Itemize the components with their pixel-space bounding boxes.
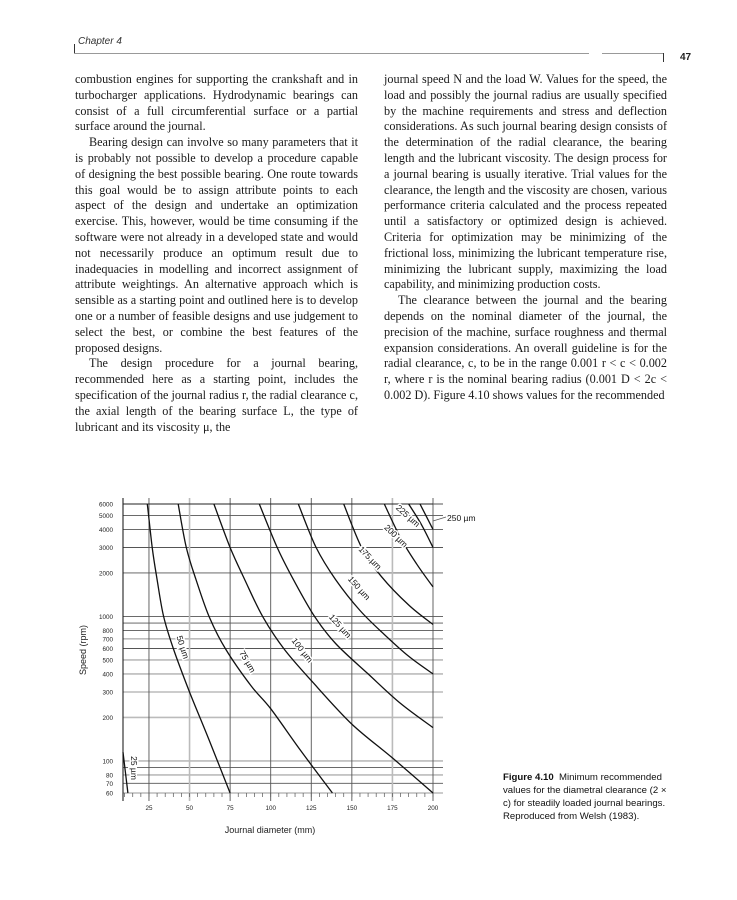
curve-label: 150 µm [345, 574, 373, 602]
x-tick-label: 75 [226, 805, 234, 812]
chart-grid [123, 498, 443, 801]
figure-caption-label: Figure 4.10 [503, 772, 554, 783]
y-tick-label: 4000 [98, 526, 113, 534]
x-tick-label: 150 [346, 805, 358, 812]
header-rule [74, 53, 589, 54]
paragraph: combustion engines for supporting the crankshaft and in turbocharger applications. Hydrodynamic bearings can consist of a full circumferential surface or a partial surface around the journal. [75, 72, 358, 134]
curve-label: 125 µm [326, 612, 354, 640]
x-tick-label: 200 [427, 805, 439, 812]
y-tick-label: 2000 [98, 570, 113, 578]
x-tick-label: 125 [306, 805, 317, 812]
y-tick-label: 1000 [98, 613, 113, 621]
y-tick-label: 300 [102, 689, 113, 697]
y-tick-label: 700 [102, 636, 113, 644]
y-tick-label: 6000 [98, 501, 113, 509]
y-tick-label: 3000 [98, 544, 113, 552]
header-rule-left-tick [74, 44, 75, 53]
left-text-column [75, 72, 358, 435]
y-tick-label: 80 [105, 772, 113, 780]
x-tick-label: 100 [265, 805, 276, 812]
curve-label: 200 µm [382, 522, 410, 550]
curve-label: 100 µm [289, 635, 316, 665]
y-tick-label: 400 [102, 671, 113, 679]
paragraph: journal speed N and the load W. Values for the speed, the load and possibly the journal radius are usually specified by the machine requirements and stress and deflection considerations. As such journal bearing design consists of the determination of the radial clearance, the bearing length and the lubricant viscosity. The design process for a journal bearing is usually iterative. Trial values for the clearance, the length and the viscosity are chosen, various performance criteria calculated and the process repeated until a satisfactory or optimized design is achieved. Criteria for optimization may be minimizing of the frictional loss, minimizing the lubricant temperature rise, minimizing the lubricant supply, maximizing the load capability, and minimizing production costs. [384, 72, 667, 292]
leader-line-250 [433, 517, 446, 521]
y-tick-label: 100 [102, 758, 113, 766]
curve-125m [259, 504, 433, 728]
x-tick-label: 25 [145, 805, 153, 812]
curve-label: 50 µm [174, 634, 192, 660]
curve-label: 175 µm [356, 544, 384, 572]
y-tick-label: 60 [105, 790, 113, 798]
curve-label: 25 µm [129, 756, 139, 780]
curve-label-250: 250 µm [447, 513, 476, 523]
curve-label: 75 µm [237, 648, 258, 675]
right-text-column [384, 72, 667, 404]
curve-label: 225 µm [394, 502, 422, 530]
page-number: 47 [680, 52, 692, 63]
y-tick-label: 600 [102, 646, 113, 653]
paragraph: The design procedure for a journal bearing, recommended here as a starting point, includes the specification of the journal radius r, the radial clearance c, the axial length of the bearing surface L, the type of lubricant and its viscosity μ, the [75, 356, 358, 434]
header-rule-right-tick [663, 53, 664, 62]
curve-25m [123, 752, 128, 793]
y-tick-label: 800 [102, 627, 113, 635]
figure-caption [503, 771, 673, 823]
x-axis-title: Journal diameter (mm) [224, 825, 316, 835]
y-tick-label: 500 [102, 657, 113, 665]
paragraph: The clearance between the journal and the bearing depends on the nominal diameter of the journal, the precision of the machine, surface roughness and thermal expansion considerations. An overall guideline is for the radial clearance, c, to be in the range 0.001 r < c < 0.002 r, where r is the nominal bearing radius (0.001 D < 2c < 0.002 D). Figure 4.10 shows values for the recommended [384, 293, 667, 402]
chart-labels [78, 502, 476, 836]
header-rule-right [602, 53, 664, 54]
y-tick-label: 200 [102, 714, 113, 722]
y-tick-label: 5000 [98, 512, 113, 520]
running-head: Chapter 4 [78, 36, 122, 47]
y-axis-title: Speed (rpm) [78, 624, 88, 676]
x-tick-label: 50 [186, 805, 194, 812]
paragraph: Bearing design can involve so many parameters that it is probably not possible to develop a procedure capable of designing the best possible bearing. One route towards this goal would be to assign attribute points to each aspect of the design and undertake an optimization exercise. This, however, would be time consuming if the software were not already in a developed state and would not necessarily produce an optimum result due to inadequacies in modelling and incorrect assignment of attribute weightings. An alternative approach which is sensible as a starting point and outlined here is to develop one or a number of feasible designs and use judgement to select the best, or combine the best features of the proposed designs. [75, 135, 358, 355]
x-tick-label: 175 [387, 805, 398, 812]
y-tick-label: 70 [105, 780, 113, 788]
figure-caption-text: Minimum recommended values for the diametral clearance (2 × c) for steadily loaded journal bearings. Reproduced from Welsh (1983). [503, 772, 667, 822]
